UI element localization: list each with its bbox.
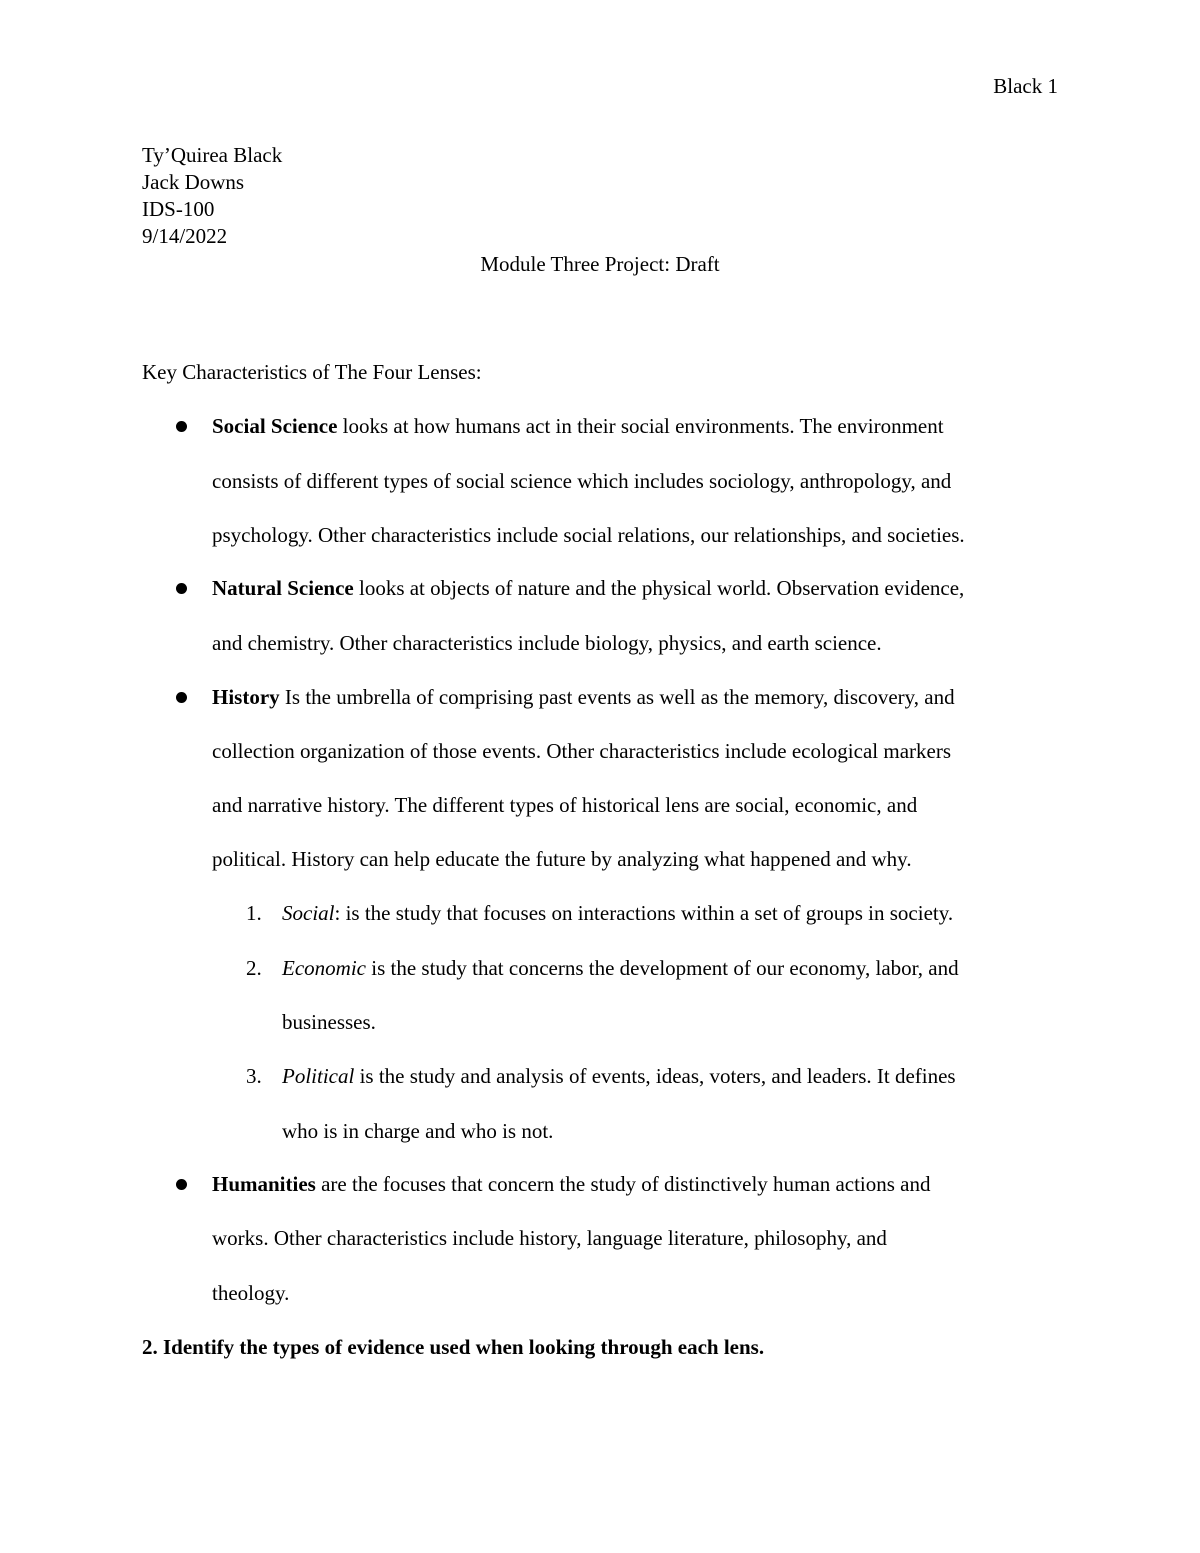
bullet-natural-line-2: and chemistry. Other characteristics include biology, physics, and earth science. [212,631,882,655]
bullet-icon [176,1179,187,1190]
term-humanities: Humanities [212,1172,316,1196]
sublist-item-social [282,899,953,927]
course-code: IDS-100 [142,197,215,221]
sublist-item-economic [282,954,959,982]
bullet-history-line-1 [212,683,955,711]
bullet-humanities-line-3: theology. [212,1281,290,1305]
bullet-social-line-3: psychology. Other characteristics include social relations, our relationships, and societies. [212,523,965,547]
bullet-icon [176,583,187,594]
sublist-item-economic-cont: businesses. [282,1010,376,1034]
document-title: Module Three Project: Draft [480,252,720,276]
bullet-history-line-3: and narrative history. The different types of historical lens are social, economic, and [212,793,918,817]
section-intro: Key Characteristics of The Four Lenses: [142,360,482,384]
text-span: looks at objects of nature and the physical world. Observation evidence, [353,576,965,600]
term-political: Political [282,1064,355,1088]
sublist-number-1: 1. [246,901,262,925]
bullet-humanities-line-1 [212,1170,931,1198]
term-history: History [212,685,280,709]
bullet-history-line-2: collection organization of those events. Other characteristics include ecological markers [212,739,951,763]
text-span: are the focuses that concern the study of distinctively human actions and [315,1172,931,1196]
bullet-icon [176,692,187,703]
sublist-number-3: 3. [246,1064,262,1088]
author-name: Ty’Quirea Black [142,143,283,167]
bullet-icon [176,421,187,432]
author-block [142,142,282,250]
text-span: : is the study that focuses on interactions within a set of groups in society. [334,901,954,925]
bullet-social-line-2: consists of different types of social science which includes sociology, anthropology, and [212,469,952,493]
page-header-label: Black 1 [993,74,1058,98]
document-date: 9/14/2022 [142,224,228,248]
text-span: is the study that concerns the development of our economy, labor, and [365,956,959,980]
sublist-item-political-cont: who is in charge and who is not. [282,1119,554,1143]
instructor-name: Jack Downs [142,170,245,194]
text-span: is the study and analysis of events, ideas, voters, and leaders. It defines [354,1064,956,1088]
bullet-history-line-4: political. History can help educate the future by analyzing what happened and why. [212,847,912,871]
term-social-science: Social Science [212,414,338,438]
term-economic: Economic [282,956,366,980]
sublist-item-political [282,1062,956,1090]
text-span: Is the umbrella of comprising past events as well as the memory, discovery, and [279,685,955,709]
term-social: Social [282,901,335,925]
bullet-social-line-1 [212,412,944,440]
term-natural-science: Natural Science [212,576,354,600]
text-span: looks at how humans act in their social environments. The environment [337,414,944,438]
question-heading: 2. Identify the types of evidence used when looking through each lens. [142,1335,765,1359]
bullet-humanities-line-2: works. Other characteristics include history, language literature, philosophy, and [212,1226,887,1250]
bullet-natural-line-1 [212,574,964,602]
sublist-number-2: 2. [246,956,262,980]
